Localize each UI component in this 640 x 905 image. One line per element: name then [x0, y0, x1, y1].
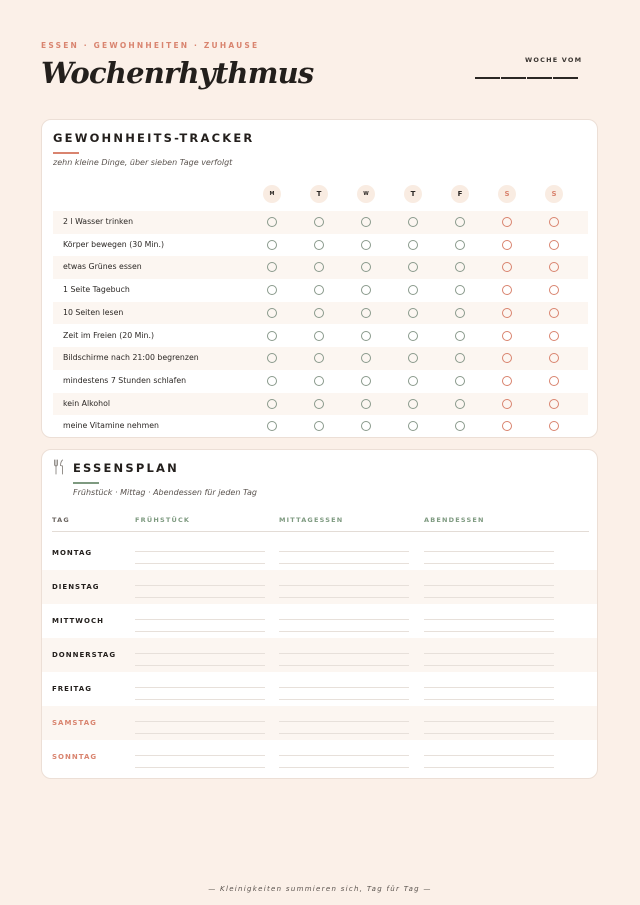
habit-checkbox[interactable] [502, 308, 512, 318]
habit-tracker-card [41, 119, 598, 438]
page-title: Wochenrhythmus [41, 56, 314, 90]
meal-day-name: DIENSTAG [52, 583, 100, 591]
habit-checkbox[interactable] [314, 308, 324, 318]
habit-label: etwas Grünes essen [63, 262, 142, 272]
habit-checkbox[interactable] [549, 308, 559, 318]
habit-checkbox[interactable] [455, 399, 465, 409]
habit-label: 1 Seite Tagebuch [63, 285, 130, 295]
meal-entry-line[interactable] [424, 665, 554, 666]
meal-entry-line[interactable] [279, 585, 409, 586]
meal-entry-line[interactable] [279, 653, 409, 654]
meal-entry-line[interactable] [279, 721, 409, 722]
meal-entry-line[interactable] [135, 585, 265, 586]
habit-checkbox[interactable] [502, 376, 512, 386]
habit-checkbox[interactable] [455, 376, 465, 386]
meal-entry-line[interactable] [279, 563, 409, 564]
habit-label: 2 l Wasser trinken [63, 217, 134, 226]
day-header-3: T [404, 185, 422, 203]
meal-entry-line[interactable] [135, 665, 265, 666]
day-header-5: S [498, 185, 516, 203]
meal-day-row [42, 638, 598, 672]
habit-checkbox[interactable] [267, 285, 277, 295]
meal-entry-line[interactable] [279, 755, 409, 756]
day-header-6: S [545, 185, 563, 203]
week-date-line[interactable] [501, 77, 526, 79]
tracker-subtitle: zehn kleine Dinge, über sieben Tage verfolgt [53, 158, 233, 167]
meals-title: ESSENSPLAN [73, 461, 179, 475]
kicker: ESSEN · GEWOHNHEITEN · ZUHAUSE [41, 41, 260, 50]
meal-entry-line[interactable] [135, 767, 265, 768]
habit-checkbox[interactable] [455, 421, 465, 431]
meal-day-name: FREITAG [52, 685, 92, 693]
week-date-line[interactable] [553, 77, 578, 79]
meal-day-name: SAMSTAG [52, 719, 97, 727]
day-header-1: T [310, 185, 328, 203]
meal-day-row [42, 536, 598, 570]
meal-entry-line[interactable] [135, 755, 265, 756]
meal-entry-line[interactable] [424, 699, 554, 700]
habit-checkbox[interactable] [361, 217, 371, 227]
habit-label: meine Vitamine nehmen [63, 421, 159, 431]
habit-checkbox[interactable] [408, 285, 418, 295]
habit-checkbox[interactable] [455, 331, 465, 341]
meal-entry-line[interactable] [424, 755, 554, 756]
habit-checkbox[interactable] [361, 285, 371, 295]
meal-day-name: SONNTAG [52, 753, 98, 761]
tracker-title: GEWOHNHEITS-TRACKER [53, 131, 255, 145]
habit-checkbox[interactable] [361, 353, 371, 363]
habit-checkbox[interactable] [455, 308, 465, 318]
habit-checkbox[interactable] [267, 331, 277, 341]
habit-checkbox[interactable] [314, 421, 324, 431]
meal-entry-line[interactable] [424, 721, 554, 722]
col-head-lunch: MITTAGESSEN [279, 516, 344, 524]
meal-entry-line[interactable] [279, 733, 409, 734]
habit-row [53, 211, 588, 234]
meal-entry-line[interactable] [279, 551, 409, 552]
meal-entry-line[interactable] [135, 551, 265, 552]
col-head-breakfast: FRÜHSTÜCK [135, 516, 191, 524]
habit-checkbox[interactable] [361, 331, 371, 341]
habit-checkbox[interactable] [455, 353, 465, 363]
habit-row [53, 234, 588, 257]
meals-underline [73, 482, 99, 484]
habit-checkbox[interactable] [455, 285, 465, 295]
meal-day-row [42, 570, 598, 604]
meal-plan-card [41, 449, 598, 779]
meal-entry-line[interactable] [135, 619, 265, 620]
week-label: WOCHE VOM [525, 56, 583, 64]
week-date-fields [475, 77, 579, 80]
meal-day-name: MONTAG [52, 549, 93, 557]
meals-subtitle: Frühstück · Mittag · Abendessen für jeden Tag [73, 488, 257, 497]
meal-entry-line[interactable] [424, 619, 554, 620]
day-header-4: F [451, 185, 469, 203]
fork-knife-icon [53, 459, 65, 475]
habit-label: Körper bewegen (30 Min.) [63, 239, 165, 249]
habit-checkbox[interactable] [502, 217, 512, 227]
habit-label: Bildschirme nach 21:00 begrenzen [63, 353, 199, 363]
habit-label: mindestens 7 Stunden schlafen [63, 375, 187, 385]
habit-checkbox[interactable] [549, 331, 559, 341]
habit-checkbox[interactable] [408, 331, 418, 341]
habit-row [53, 279, 588, 302]
habit-checkbox[interactable] [314, 353, 324, 363]
habit-checkbox[interactable] [502, 285, 512, 295]
week-date-line[interactable] [475, 77, 500, 79]
habit-checkbox[interactable] [361, 421, 371, 431]
habit-checkbox[interactable] [549, 217, 559, 227]
meal-day-row [42, 604, 598, 638]
meal-day-row [42, 740, 598, 774]
habit-checkbox[interactable] [549, 285, 559, 295]
habit-checkbox[interactable] [408, 376, 418, 386]
meal-entry-line[interactable] [135, 733, 265, 734]
meal-entry-line[interactable] [135, 687, 265, 688]
habit-checkbox[interactable] [455, 240, 465, 250]
habit-checkbox[interactable] [408, 399, 418, 409]
habit-checkbox[interactable] [314, 331, 324, 341]
meal-entry-line[interactable] [279, 699, 409, 700]
meal-entry-line[interactable] [279, 631, 409, 632]
habit-checkbox[interactable] [408, 421, 418, 431]
meal-entry-line[interactable] [424, 631, 554, 632]
meal-entry-line[interactable] [135, 631, 265, 632]
footer-quote: — Kleinigkeiten summieren sich, Tag für Tag — [208, 885, 432, 893]
habit-checkbox[interactable] [361, 262, 371, 272]
habit-checkbox[interactable] [455, 262, 465, 272]
habit-row [53, 347, 588, 370]
col-head-dinner: ABENDESSEN [424, 516, 485, 524]
habit-checkbox[interactable] [267, 308, 277, 318]
header-divider [52, 531, 589, 532]
meal-entry-line[interactable] [424, 687, 554, 688]
habit-checkbox[interactable] [549, 262, 559, 272]
col-head-day: TAG [52, 516, 70, 524]
habit-checkbox[interactable] [361, 399, 371, 409]
habit-checkbox[interactable] [361, 308, 371, 318]
habit-label: 10 Seiten lesen [63, 307, 124, 317]
meal-entry-line[interactable] [135, 653, 265, 654]
habit-checkbox[interactable] [502, 353, 512, 363]
habit-checkbox[interactable] [408, 262, 418, 272]
habit-checkbox[interactable] [502, 421, 512, 431]
habit-row [53, 370, 588, 393]
habit-checkbox[interactable] [267, 399, 277, 409]
habit-checkbox[interactable] [502, 331, 512, 341]
meal-entry-line[interactable] [135, 563, 265, 564]
habit-checkbox[interactable] [314, 285, 324, 295]
habit-checkbox[interactable] [267, 376, 277, 386]
habit-checkbox[interactable] [408, 217, 418, 227]
habit-label: Zeit im Freien (20 Min.) [63, 330, 155, 340]
meal-day-name: MITTWOCH [52, 617, 104, 625]
meal-entry-line[interactable] [279, 619, 409, 620]
habit-checkbox[interactable] [267, 262, 277, 272]
meal-entry-line[interactable] [424, 653, 554, 654]
habit-checkbox[interactable] [502, 262, 512, 272]
meal-day-name: DONNERSTAG [52, 651, 117, 659]
meal-entry-line[interactable] [279, 665, 409, 666]
habit-checkbox[interactable] [408, 240, 418, 250]
habit-checkbox[interactable] [549, 421, 559, 431]
habit-checkbox[interactable] [549, 399, 559, 409]
meal-entry-line[interactable] [135, 699, 265, 700]
habit-checkbox[interactable] [314, 399, 324, 409]
habit-checkbox[interactable] [361, 376, 371, 386]
meal-day-row [42, 706, 598, 740]
habit-checkbox[interactable] [549, 376, 559, 386]
habit-checkbox[interactable] [408, 353, 418, 363]
meal-entry-line[interactable] [135, 721, 265, 722]
meal-entry-line[interactable] [424, 767, 554, 768]
habit-checkbox[interactable] [267, 217, 277, 227]
habit-checkbox[interactable] [314, 240, 324, 250]
habit-row [53, 393, 588, 416]
habit-checkbox[interactable] [502, 399, 512, 409]
meal-day-row [42, 672, 598, 706]
habit-checkbox[interactable] [314, 376, 324, 386]
meal-entry-line[interactable] [424, 551, 554, 552]
meal-entry-line[interactable] [424, 597, 554, 598]
meal-entry-line[interactable] [424, 733, 554, 734]
habit-checkbox[interactable] [502, 240, 512, 250]
habit-checkbox[interactable] [361, 240, 371, 250]
habit-checkbox[interactable] [549, 240, 559, 250]
day-header-2: W [357, 185, 375, 203]
habit-row [53, 256, 588, 279]
habit-checkbox[interactable] [267, 421, 277, 431]
day-header-0: M [263, 185, 281, 203]
habit-checkbox[interactable] [314, 262, 324, 272]
habit-checkbox[interactable] [408, 308, 418, 318]
habit-row [53, 325, 588, 348]
habit-checkbox[interactable] [455, 217, 465, 227]
meal-entry-line[interactable] [424, 585, 554, 586]
habit-row [53, 415, 588, 438]
habit-row [53, 302, 588, 325]
week-date-line[interactable] [527, 77, 552, 79]
meal-entry-line[interactable] [279, 597, 409, 598]
habit-label: kein Alkohol [63, 398, 111, 408]
habit-checkbox[interactable] [267, 353, 277, 363]
meal-entry-line[interactable] [279, 687, 409, 688]
habit-checkbox[interactable] [267, 240, 277, 250]
meal-entry-line[interactable] [135, 597, 265, 598]
habit-checkbox[interactable] [314, 217, 324, 227]
meal-entry-line[interactable] [424, 563, 554, 564]
meal-entry-line[interactable] [279, 767, 409, 768]
tracker-underline [53, 152, 79, 154]
habit-checkbox[interactable] [549, 353, 559, 363]
